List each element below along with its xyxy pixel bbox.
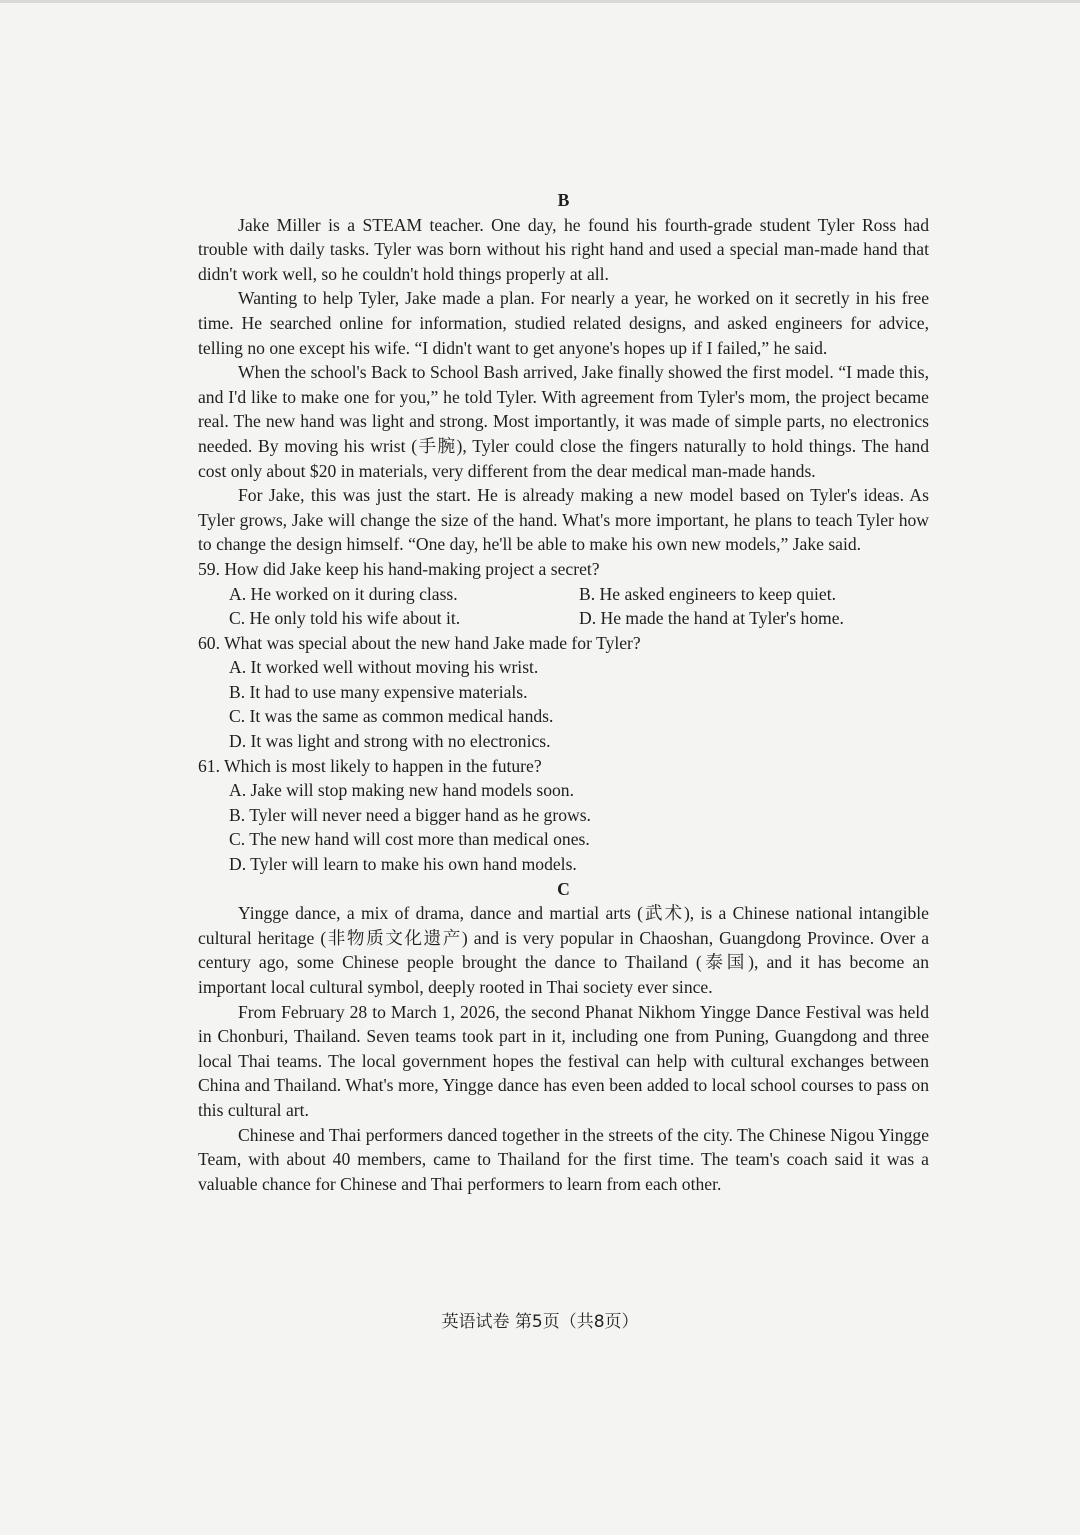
exam-page	[198, 188, 929, 1196]
question-59-options-row-1	[198, 582, 929, 607]
question-59	[198, 557, 929, 631]
question-61-stem: 61. Which is most likely to happen in the future?	[198, 755, 542, 776]
section-b-heading: B	[557, 190, 570, 210]
question-59-option-c: C. He only told his wife about it.	[229, 608, 461, 629]
question-59-stem: 59. How did Jake keep his hand-making project a secret?	[198, 558, 600, 579]
question-61	[198, 754, 929, 877]
section-c-paragraph-1: Yingge dance, a mix of drama, dance and martial arts (武术), is a Chinese national intangible cultural heritage (非物质文化遗产) and is very popular in Chaoshan, Guangdong Province. Over a century ago, some Chinese people brought the dance to Thailand (泰国), and it has become an important local cultural symbol, deeply rooted in Thai society ever since.	[198, 903, 929, 997]
page-footer: 英语试卷 第5页（共8页）	[441, 1312, 639, 1332]
question-59-options-row-2	[198, 606, 929, 631]
question-60-option-c: C. It was the same as common medical hands.	[229, 706, 554, 727]
question-60-option-b: B. It had to use many expensive materials.	[229, 681, 528, 702]
section-b-paragraph-3: When the school's Back to School Bash arrived, Jake finally showed the first model. “I made this, and I'd like to make one for you,” he told Tyler. With agreement from Tyler's mom, the project became real. The new hand was light and strong. Most importantly, it was made of simple parts, no electronics needed. By moving his wrist (手腕), Tyler could close the fingers naturally to hold things. The hand cost only about $20 in materials, very different from the dear medical man-made hands.	[198, 362, 929, 481]
section-b-paragraph-1: Jake Miller is a STEAM teacher. One day, he found his fourth-grade student Tyler Ross had trouble with daily tasks. Tyler was born without his right hand and used a special man-made hand that didn't work well, so he couldn't hold things properly at all.	[198, 214, 929, 284]
question-61-option-b: B. Tyler will never need a bigger hand as he grows.	[229, 804, 591, 825]
question-60-option-d: D. It was light and strong with no electronics.	[229, 731, 551, 752]
question-60-stem: 60. What was special about the new hand Jake made for Tyler?	[198, 632, 641, 653]
question-60	[198, 631, 929, 754]
question-59-option-b: B. He asked engineers to keep quiet.	[579, 583, 836, 604]
question-59-option-d: D. He made the hand at Tyler's home.	[579, 608, 844, 629]
question-61-option-a: A. Jake will stop making new hand models soon.	[229, 780, 574, 801]
section-c-heading: C	[557, 878, 570, 899]
question-60-option-a: A. It worked well without moving his wrist.	[229, 657, 539, 678]
section-c-paragraph-2: From February 28 to March 1, 2026, the second Phanat Nikhom Yingge Dance Festival was held in Chonburi, Thailand. Seven teams took part in it, including one from Puning, Guangdong and three local Thai teams. The local government hopes the festival can help with cultural exchanges between China and Thailand. What's more, Yingge dance has even been added to local school courses to pass on this cultural art.	[198, 1001, 929, 1120]
question-61-option-c: C. The new hand will cost more than medical ones.	[229, 829, 590, 850]
section-c-paragraph-3: Chinese and Thai performers danced together in the streets of the city. The Chinese Nigou Yingge Team, with about 40 members, came to Thailand for the first time. The team's coach said it was a valuable chance for Chinese and Thai performers to learn from each other.	[198, 1124, 929, 1194]
question-59-option-a: A. He worked on it during class.	[229, 583, 458, 604]
question-61-option-d: D. Tyler will learn to make his own hand models.	[229, 854, 577, 875]
page-top-edge	[0, 0, 1080, 3]
section-b-paragraph-4: For Jake, this was just the start. He is already making a new model based on Tyler's ideas. As Tyler grows, Jake will change the size of the hand. What's more important, he plans to teach Tyler how to change the design himself. “One day, he'll be able to make his own new models,” Jake said.	[198, 485, 929, 555]
section-b-paragraph-2: Wanting to help Tyler, Jake made a plan. For nearly a year, he worked on it secretly in his free time. He searched online for information, studied related designs, and asked engineers for advice, telling no one except his wife. “I didn't want to get anyone's hopes up if I failed,” he said.	[198, 288, 929, 358]
